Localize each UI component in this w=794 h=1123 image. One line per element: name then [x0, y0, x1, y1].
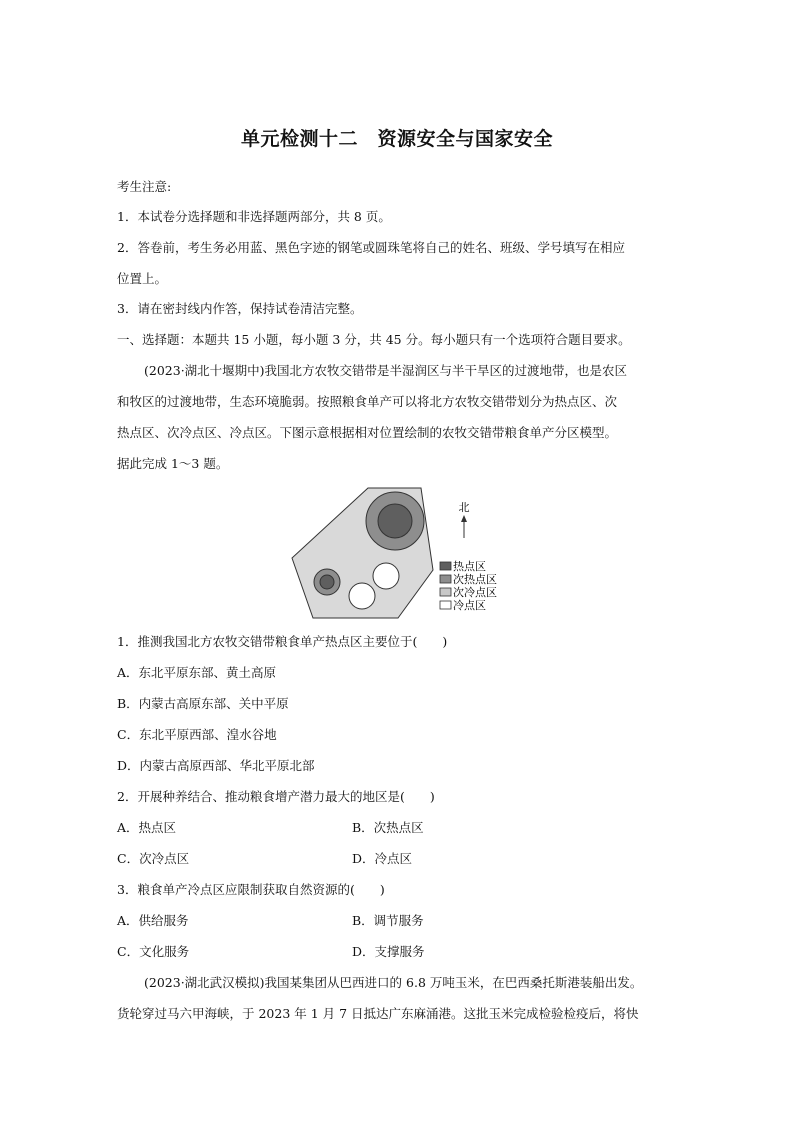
passage1-line-1: (2023·湖北十堰期中)我国北方农牧交错带是半湿润区与半干旱区的过渡地带，也是农区 — [144, 363, 628, 378]
question-1-stem: 1．推测我国北方农牧交错带粮食单产热点区主要位于( ) — [117, 634, 448, 649]
question-3-option-d[interactable]: D．支撑服务 — [352, 944, 425, 959]
question-1-option-b[interactable]: B．内蒙古高原东部、关中平原 — [117, 696, 289, 711]
legend-swatch-cold — [440, 601, 451, 609]
question-3-stem: 3．粮食单产冷点区应限制获取自然资源的( ) — [117, 882, 385, 897]
cold-zone-2 — [349, 583, 375, 609]
notice-item-2-cont: 位置上。 — [117, 271, 168, 286]
legend-swatch-hot — [440, 562, 451, 570]
question-2-option-a[interactable]: A．热点区 — [117, 820, 177, 835]
notice-item-1: 1．本试卷分选择题和非选择题两部分，共 8 页。 — [117, 209, 391, 224]
legend-label-hot: 热点区 — [453, 560, 486, 573]
west-zone-inner — [320, 575, 334, 589]
question-3-option-c[interactable]: C．文化服务 — [117, 944, 190, 959]
hot-zone-inner — [378, 504, 412, 538]
yield-zone-diagram — [288, 480, 518, 620]
question-2-option-b[interactable]: B．次热点区 — [352, 820, 424, 835]
passage1-line-2: 和牧区的过渡地带，生态环境脆弱。按照粮食单产可以将北方农牧交错带划分为热点区、次 — [117, 394, 618, 409]
passage1-line-3: 热点区、次冷点区、冷点区。下图示意根据相对位置绘制的农牧交错带粮食单产分区模型。 — [117, 425, 618, 440]
passage2-line-2: 货轮穿过马六甲海峡，于 2023 年 1 月 7 日抵达广东麻涌港。这批玉米完成检验检疫后，将快 — [117, 1006, 639, 1021]
question-2-option-c[interactable]: C．次冷点区 — [117, 851, 190, 866]
legend-swatch-sub-cold — [440, 588, 451, 596]
question-3-option-b[interactable]: B．调节服务 — [352, 913, 424, 928]
legend-label-sub-cold: 次冷点区 — [453, 586, 497, 599]
legend-label-cold: 冷点区 — [453, 599, 486, 612]
cold-zone-1 — [373, 563, 399, 589]
notice-item-3: 3．请在密封线内作答，保持试卷清洁完整。 — [117, 301, 363, 316]
question-2-option-d[interactable]: D．冷点区 — [352, 851, 413, 866]
notice-heading: 考生注意: — [117, 179, 172, 194]
question-3-option-a[interactable]: A．供给服务 — [117, 913, 189, 928]
legend-label-sub-hot: 次热点区 — [453, 573, 497, 586]
north-label: 北 — [458, 501, 470, 514]
north-arrowhead-icon — [461, 515, 467, 522]
section-heading: 一、选择题：本题共 15 小题，每小题 3 分，共 45 分。每小题只有一个选项符合题目要求。 — [117, 332, 631, 347]
page-title: 单元检测十二 资源安全与国家安全 — [240, 128, 553, 150]
question-1-option-c[interactable]: C．东北平原西部、湟水谷地 — [117, 727, 277, 742]
question-1-option-a[interactable]: A．东北平原东部、黄土高原 — [117, 665, 277, 680]
legend-swatch-sub-hot — [440, 575, 451, 583]
question-2-stem: 2．开展种养结合、推动粮食增产潜力最大的地区是( ) — [117, 789, 435, 804]
question-1-option-d[interactable]: D．内蒙古高原西部、华北平原北部 — [117, 758, 315, 773]
passage1-line-4: 据此完成 1～3 题。 — [117, 456, 229, 471]
notice-item-2: 2．答卷前，考生务必用蓝、黑色字迹的钢笔或圆珠笔将自己的姓名、班级、学号填写在相应 — [117, 240, 625, 255]
passage2-line-1: (2023·湖北武汉模拟)我国某集团从巴西进口的 6.8 万吨玉米，在巴西桑托斯港装船出发。 — [144, 975, 643, 990]
